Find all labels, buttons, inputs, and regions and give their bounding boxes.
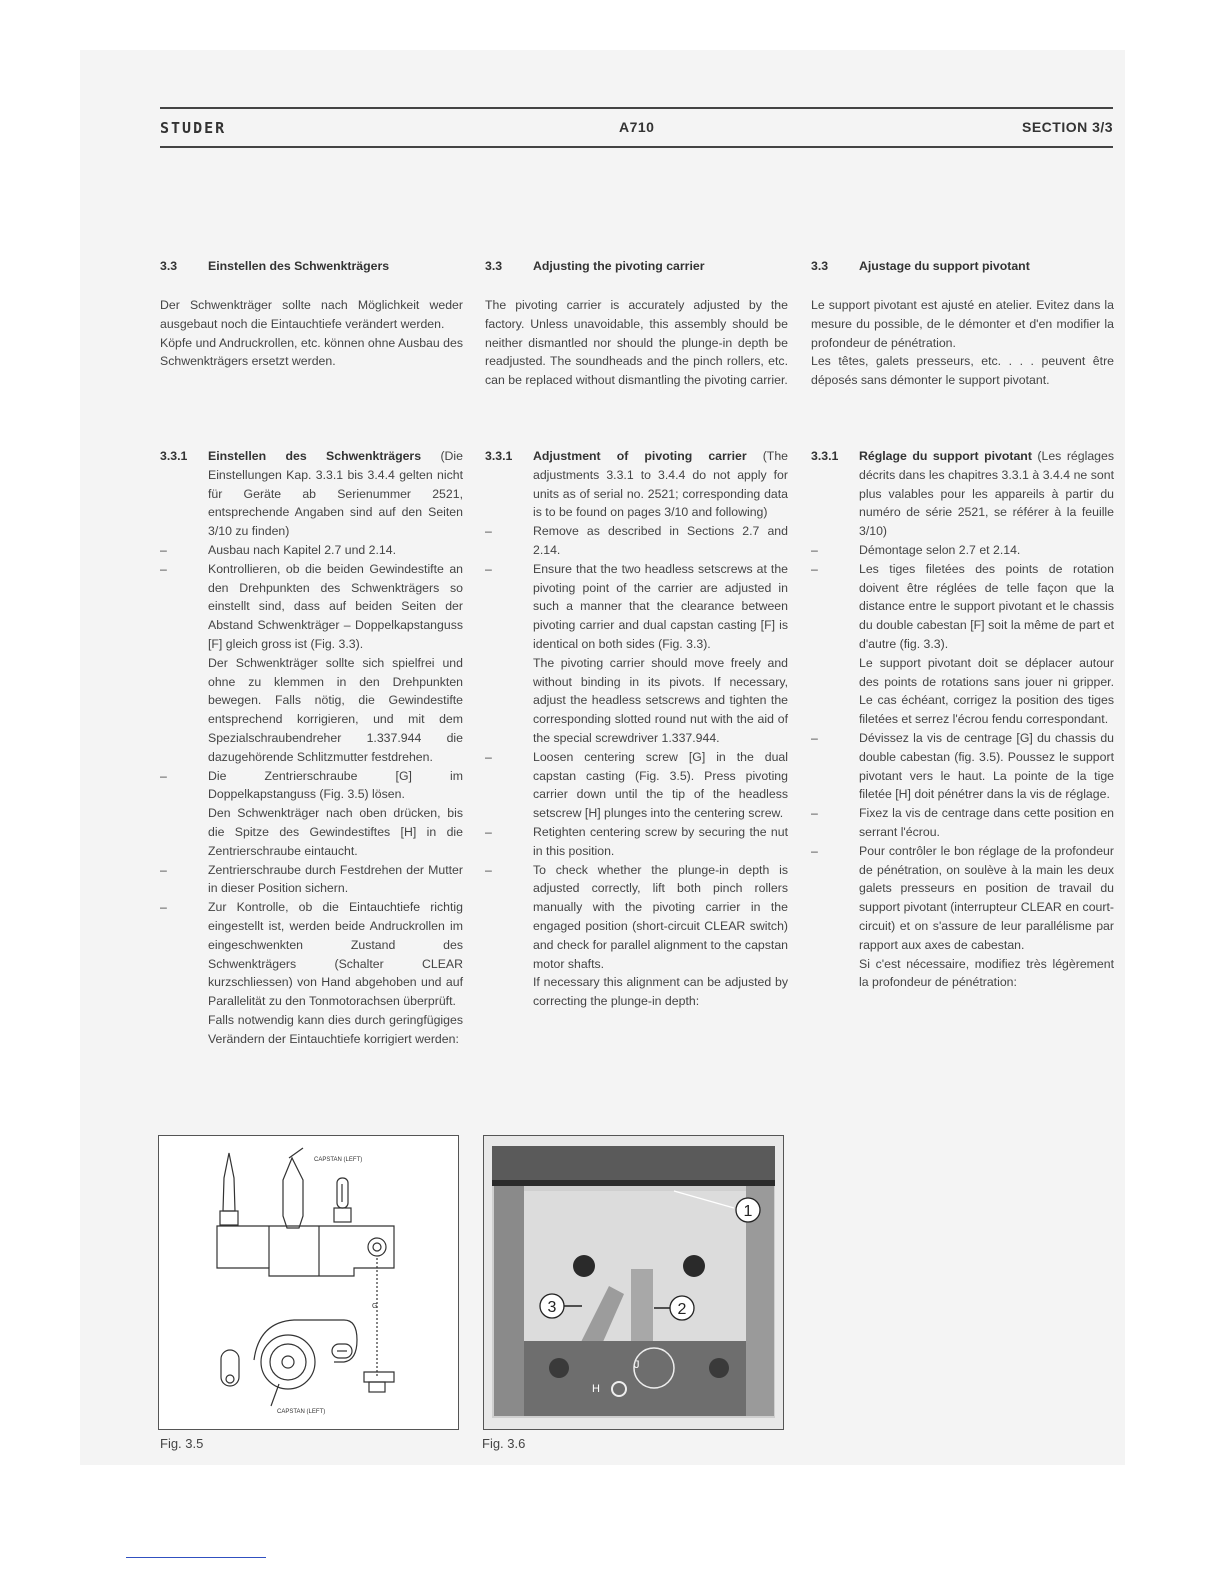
svg-text:2: 2 [677, 1301, 687, 1318]
brand-logo: STUDER [160, 119, 227, 137]
figure-3-6-caption: Fig. 3.6 [482, 1436, 526, 1451]
step-item: – Retighten centering screw by securing the nut in this position. [485, 824, 788, 858]
step-item: – Pour contrôler le bon réglage de la profondeur de pénétration, on soulève à la main les deux galets presseurs en position de travail du support pivotant (interrupteur CLEAR en court-circuit) et on s'assure de leur parallélisme par rapport aux axes de cabestan. [811, 843, 1114, 952]
label-h: H [592, 1383, 600, 1395]
section-label: SECTION 3/3 [1022, 119, 1114, 135]
step-item: – Remove as described in Sections 2.7 and 2.14. [485, 524, 788, 557]
intro-de [160, 296, 463, 371]
procedure-de [160, 447, 463, 1049]
subsection-heading: 3.3.1 Einstellen des Schwenkträgers (Die Einstellungen Kap. 3.3.1 bis 3.4.4 gelten nicht für Geräte ab Serienummer 2521, entsprechende Angaben sind auf den Seiten 3/10 zu finden) [160, 449, 463, 539]
capstan-assembly-drawing [159, 1136, 458, 1429]
step-item: If necessary this alignment can be adjusted by correcting the plunge-in depth: [533, 975, 788, 1009]
subsection-heading: 3.3.1 Réglage du support pivotant (Les réglages décrits dans les chapitres 3.3.1 à 3.4.4 ne sont plus valables pour les appareils à partir du numéro de série 2521, se référer à la feuille 3/10) [811, 449, 1114, 539]
footer-rule [126, 1557, 266, 1558]
svg-text:3: 3 [547, 1299, 557, 1316]
section-title-en: 3.3 Adjusting the pivoting carrier [485, 259, 705, 273]
section-title-de: 3.3 Einstellen des Schwenkträgers [160, 259, 390, 273]
intro-paragraph: Der Schwenkträger sollte nach Möglichkeit weder ausgebaut noch die Eintauchtiefe verändert werden. [160, 298, 463, 331]
step-item: The pivoting carrier should move freely and without binding in its pivots. If necessary, adjust the headless setscrews and tighten the corresponding slotted round nut with the aid of the special screwdriver 1.337.944. [533, 655, 788, 745]
figure-3-6 [483, 1135, 784, 1430]
step-item: – Zentrierschraube durch Festdrehen der Mutter in dieser Position sichern. [160, 862, 463, 896]
intro-en [485, 296, 788, 390]
procedure-fr [811, 447, 1114, 992]
intro-fr [811, 296, 1114, 390]
header-rule-top [160, 107, 1113, 109]
step-item: Der Schwenkträger sollte sich spielfrei und ohne zu klemmen in den Drehpunkten bewegen. Falls nötig, die Gewindestifte entsprechend korrigieren, und mit dem Spezialschraubendreher 1.337.944 die dazugehörende Schlitzmutter festdrehen. [208, 655, 463, 764]
step-item: Falls notwendig kann dies durch geringfügiges Verändern der Eintauchtiefe korrigiert werden: [208, 1012, 463, 1046]
label-capstan-left-bottom: CAPSTAN (LEFT) [277, 1409, 326, 1415]
label-g: G [372, 1303, 378, 1310]
step-item: – Les tiges filetées des points de rotation doivent être réglées de telle façon que la distance entre le support pivotant et le chassis du double cabestan [F] soit la même de part et d'autre (fig. 3.3). [811, 561, 1114, 651]
step-item: – Loosen centering screw [G] in the dual capstan casting (Fig. 3.5). Press pivoting carrier down until the tip of the headless setscrew [H] plunges into the centering screw. [485, 749, 788, 821]
figure-3-5-caption: Fig. 3.5 [160, 1436, 204, 1451]
procedure-en [485, 447, 788, 1011]
label-capstan-left-top: CAPSTAN (LEFT) [314, 1157, 363, 1163]
intro-paragraph: Les têtes, galets presseurs, etc. . . . peuvent être déposés sans démonter le support pivotant. [811, 354, 1114, 388]
figure-3-5 [158, 1135, 459, 1430]
model-title: A710 [619, 119, 655, 135]
header-rule-bottom [160, 146, 1113, 148]
step-item: Le support pivotant doit se déplacer autour des points de rotations sans jouer ni gripper. Le cas échéant, corrigez la position des tiges filetées et serrez l'écrou fendu correspondant. [859, 655, 1114, 727]
step-item: – Die Zentrierschraube [G] im Doppelkapstanguss (Fig. 3.5) lösen. [160, 768, 463, 802]
intro-paragraph: Köpfe und Andruckrollen, etc. können ohne Ausbau des Schwenkträgers ersetzt werden. [160, 335, 463, 369]
step-item: – Zur Kontrolle, ob die Eintauchtiefe richtig eingestellt ist, werden beide Andruckrollen im eingeschwenkten Zustand des Schwenkträgers (Schalter CLEAR kurzschliessen) von Hand abgehoben und auf Parallelität zu den Tonmotorachsen überprüft. [160, 900, 463, 1009]
step-item: Den Schwenkträger nach oben drücken, bis die Spitze des Gewindestiftes [H] in die Zentrierschraube eintaucht. [208, 806, 463, 858]
step-item: Si c'est nécessaire, modifiez très légèrement la profondeur de pénétration: [859, 956, 1114, 990]
section-title-fr: 3.3 Ajustage du support pivotant [811, 259, 1030, 273]
step-item: – Kontrollieren, ob die beiden Gewindestifte an den Drehpunkten des Schwenkträgers so einstellt sind, dass auf beiden Seiten der Abstand Schwenkträger – Doppelkapstanguss [F] gleich gross ist (Fig. 3.3). [160, 561, 463, 651]
step-item: – Dévissez la vis de centrage [G] du chassis du double cabestan (fig. 3.5). Poussez le support pivotant vers le haut. La pointe de la tige filetée [H] doit pénétrer dans la vis de réglage. [811, 730, 1114, 802]
svg-text:1: 1 [743, 1203, 753, 1220]
mechanism-photo [484, 1136, 783, 1429]
step-item: – Ausbau nach Kapitel 2.7 und 2.14. [160, 542, 397, 557]
intro-paragraph: The pivoting carrier is accurately adjusted by the factory. Unless unavoidable, this assembly should be neither dismantled nor should the plunge-in depth be readjusted. The soundheads and the pinch rollers, etc. can be replaced without dismantling the pivoting carrier. [485, 298, 788, 388]
step-item: – Fixez la vis de centrage dans cette position en serrant l'écrou. [811, 806, 1114, 839]
step-item: – Démontage selon 2.7 et 2.14. [811, 542, 1021, 557]
step-item: – Ensure that the two headless setscrews at the pivoting point of the carrier are adjusted in such a manner that the clearance between pivoting carrier and dual capstan casting [F] is identical on both sides (Fig. 3.3). [485, 561, 788, 651]
intro-paragraph: Le support pivotant est ajusté en atelier. Evitez dans la mesure du possible, de le démonter et d'en modifier la profondeur de pénétration. [811, 298, 1114, 350]
label-j: J [634, 1359, 640, 1371]
step-item: – To check whether the plunge-in depth is adjusted correctly, lift both pinch rollers manually with the pivoting carrier in the engaged position (short-circuit CLEAR switch) and check for parallel alignment to the capstan motor shafts. [485, 862, 788, 971]
subsection-heading: 3.3.1 Adjustment of pivoting carrier (The adjustments 3.3.1 to 3.4.4 do not apply for units as of serial no. 2521; corresponding data is to be found on pages 3/10 and following) [485, 449, 789, 520]
